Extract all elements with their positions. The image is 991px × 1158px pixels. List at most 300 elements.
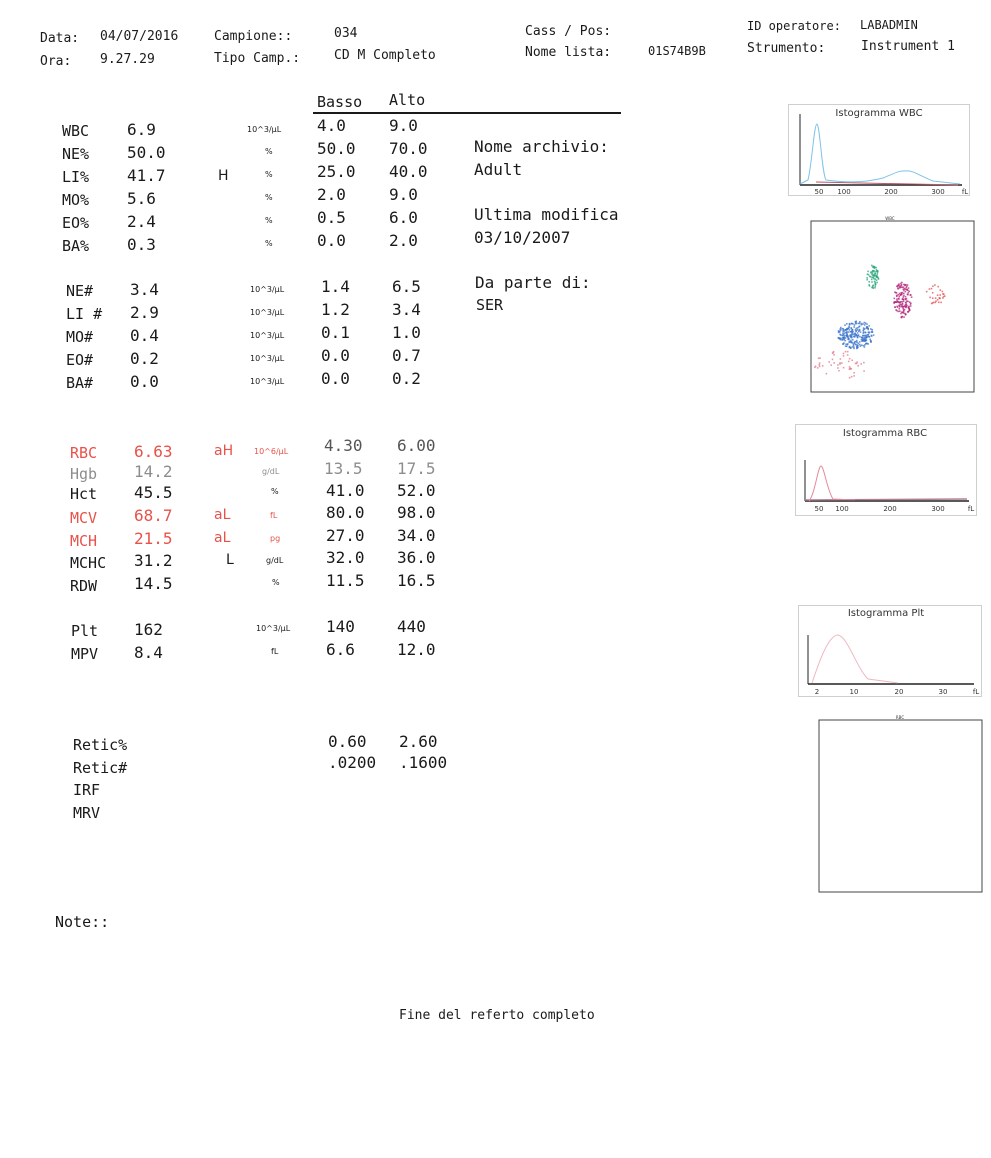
scatter-dot xyxy=(942,291,944,293)
scatter-dot xyxy=(863,327,865,329)
result-unit: g/dL xyxy=(266,556,284,565)
scatter-dot xyxy=(853,346,855,348)
result-unit: 10^3/µL xyxy=(250,354,285,363)
scatter-dot xyxy=(931,288,933,290)
scatter-dot xyxy=(853,348,855,350)
scatter-dot xyxy=(841,362,843,364)
scatter-dot xyxy=(856,361,858,363)
result-low: 140 xyxy=(326,617,355,636)
scatter-dot xyxy=(838,330,840,332)
scatter-dot xyxy=(859,341,861,343)
scatter-dot xyxy=(905,304,907,306)
result-name: RBC xyxy=(70,444,98,462)
tick-label: 10 xyxy=(849,688,859,696)
scatter-dot xyxy=(903,295,905,297)
scatter-dot xyxy=(847,344,849,346)
tick-label: 50 xyxy=(814,505,824,513)
scatter-dot xyxy=(830,364,832,366)
result-high: .1600 xyxy=(399,753,448,772)
scatter-dot xyxy=(851,368,853,370)
result-unit: % xyxy=(265,147,273,156)
scatter-dot xyxy=(853,326,855,328)
scatter-dot xyxy=(897,287,899,289)
scatter-dot xyxy=(845,351,847,353)
scatter-dot xyxy=(903,301,905,303)
scatter-dot xyxy=(819,366,821,368)
scatter-dot xyxy=(942,297,944,299)
operator-value: LABADMIN xyxy=(860,18,918,32)
last-modified-value: 03/10/2007 xyxy=(474,228,571,247)
scatter-dot xyxy=(840,358,842,360)
scatter-dot xyxy=(876,269,878,271)
result-value: 0.2 xyxy=(130,349,159,368)
scatter-dot xyxy=(850,331,852,333)
report-end-text: Fine del referto completo xyxy=(399,1008,595,1023)
scatter-dot xyxy=(867,343,869,345)
tick-label: 100 xyxy=(835,505,849,513)
scatter-dot xyxy=(937,294,939,296)
archive-name-value: Adult xyxy=(474,160,523,179)
scatter-dot xyxy=(853,345,855,347)
scatter-dot xyxy=(935,297,937,299)
scatter-dot xyxy=(896,296,898,298)
scatter-dot xyxy=(819,362,821,364)
scatter-dot xyxy=(878,277,880,279)
scatter-dot xyxy=(903,316,905,318)
modified-by-label: Da parte di: xyxy=(475,273,591,292)
scatter-dot xyxy=(910,305,912,307)
scatter-dot xyxy=(902,312,904,314)
scatter-dot xyxy=(870,340,872,342)
scatter-dot xyxy=(866,277,868,279)
scatter-dot xyxy=(851,327,853,329)
result-high: 9.0 xyxy=(389,185,418,204)
result-low: 2.0 xyxy=(317,185,346,204)
result-value: 2.4 xyxy=(127,212,156,231)
scatter-dot xyxy=(929,288,931,290)
result-low: 0.60 xyxy=(328,732,367,751)
result-low: 11.5 xyxy=(326,571,365,590)
result-name: MCHC xyxy=(70,554,107,572)
result-low: 0.5 xyxy=(317,208,346,227)
tick-label: fL xyxy=(967,505,975,513)
scatter-dot xyxy=(875,285,877,287)
scatter-dot xyxy=(907,284,909,286)
scatter-dot xyxy=(869,339,871,341)
scatter-dot xyxy=(907,311,909,313)
result-unit: pg xyxy=(270,534,281,543)
scatter-dot xyxy=(900,294,902,296)
scatter-dot xyxy=(940,302,942,304)
scatter-dot xyxy=(896,298,898,300)
cass-pos-label: Cass / Pos: xyxy=(525,24,612,39)
tick-label: 30 xyxy=(938,688,948,696)
scatter-dot xyxy=(905,296,907,298)
tick-label: 100 xyxy=(837,188,851,196)
result-unit: 10^3/µL xyxy=(250,331,285,340)
retic-scattergram xyxy=(818,713,984,895)
result-high: 12.0 xyxy=(397,640,436,659)
scatter-dot xyxy=(847,354,849,356)
scatter-dot xyxy=(856,346,858,348)
scatter-dot xyxy=(857,344,859,346)
scatter-dot xyxy=(855,344,857,346)
scatter-dot xyxy=(864,332,866,334)
scatter-dot xyxy=(874,275,876,277)
scatter-dot xyxy=(907,290,909,292)
scatter-dot xyxy=(859,344,861,346)
retic-scatter-title: RBC xyxy=(895,715,905,720)
scatter-dot xyxy=(874,282,876,284)
scatter-dot xyxy=(894,291,896,293)
scatter-dot xyxy=(864,337,866,339)
scatter-dot xyxy=(899,308,901,310)
scatter-dot xyxy=(846,331,848,333)
scatter-dot xyxy=(848,335,850,337)
wbc-histogram-title: Istogramma WBC xyxy=(835,108,923,119)
scatter-dot xyxy=(934,284,936,286)
scatter-dot xyxy=(874,287,876,289)
tick-label: 200 xyxy=(884,188,898,196)
scatter-dot xyxy=(822,365,824,367)
result-high: 2.0 xyxy=(389,231,418,250)
scatter-dot xyxy=(839,334,841,336)
scatter-dot xyxy=(898,298,900,300)
result-value: 41.7 xyxy=(127,166,166,185)
scatter-dot xyxy=(856,330,858,332)
result-unit: % xyxy=(265,239,273,248)
scatter-dot xyxy=(871,281,873,283)
result-value: 3.4 xyxy=(130,280,159,299)
scatter-dot xyxy=(906,300,908,302)
result-low: 0.0 xyxy=(317,231,346,250)
scatter-dot xyxy=(852,339,854,341)
modified-by-value: SER xyxy=(476,296,504,314)
result-name: LI% xyxy=(62,168,90,186)
scatter-dot xyxy=(858,330,860,332)
scatter-dot xyxy=(932,285,934,287)
scatter-dot xyxy=(929,297,931,299)
scatter-dot xyxy=(939,294,941,296)
result-low: 4.30 xyxy=(324,436,363,455)
scatter-dot xyxy=(897,285,899,287)
rbc-histogram xyxy=(795,424,977,516)
scatter-dot xyxy=(854,324,856,326)
scatter-dot xyxy=(839,337,841,339)
scatter-dot xyxy=(856,334,858,336)
result-high: 3.4 xyxy=(392,300,421,319)
scatter-dot xyxy=(873,334,875,336)
scatter-dot xyxy=(863,331,865,333)
scatter-dot xyxy=(851,337,853,339)
scatter-dot xyxy=(860,331,862,333)
result-flag: L xyxy=(226,552,234,568)
result-name: MCH xyxy=(70,532,98,550)
result-name: NE# xyxy=(66,282,94,300)
scatter-dot xyxy=(859,329,861,331)
result-high: 0.2 xyxy=(392,369,421,388)
result-low: 0.1 xyxy=(321,323,350,342)
scatter-dot xyxy=(932,292,934,294)
scatter-dot xyxy=(849,323,851,325)
result-high: 9.0 xyxy=(389,116,418,135)
result-high: 2.60 xyxy=(399,732,438,751)
scatter-dot xyxy=(856,348,858,350)
scatter-dot xyxy=(840,329,842,331)
scatter-dot xyxy=(850,340,852,342)
result-unit: % xyxy=(265,170,273,179)
result-low: 6.6 xyxy=(326,640,355,659)
scatter-dot xyxy=(848,361,850,363)
scatter-dot xyxy=(849,358,851,360)
result-name: RDW xyxy=(70,577,98,595)
scatter-dot xyxy=(851,360,853,362)
scatter-dot xyxy=(842,334,844,336)
scatter-dot xyxy=(905,287,907,289)
scatter-dot xyxy=(935,301,937,303)
result-flag: H xyxy=(218,168,229,184)
result-low: 25.0 xyxy=(317,162,356,181)
scatter-dot xyxy=(845,345,847,347)
scatter-dot xyxy=(873,278,875,280)
archive-name-label: Nome archivio: xyxy=(474,137,609,156)
scatter-dot xyxy=(876,273,878,275)
result-high: 17.5 xyxy=(397,459,436,478)
result-name: Hgb xyxy=(70,465,98,483)
scatter-dot xyxy=(899,310,901,312)
result-unit: fL xyxy=(271,647,279,656)
scatter-dot xyxy=(902,316,904,318)
scatter-dot xyxy=(902,303,904,305)
scatter-dot xyxy=(869,331,871,333)
wbc-scattergram xyxy=(810,214,976,394)
result-name: EO# xyxy=(66,351,94,369)
result-high: 0.7 xyxy=(392,346,421,365)
scatter-dot xyxy=(908,287,910,289)
scatter-dot xyxy=(861,337,863,339)
scatter-dot xyxy=(944,295,946,297)
result-name: Retic# xyxy=(73,759,128,777)
result-low: 1.4 xyxy=(321,277,350,296)
scatter-dot xyxy=(833,362,835,364)
scatter-dot xyxy=(849,368,851,370)
tick-label: 50 xyxy=(814,188,824,196)
scatter-dot xyxy=(851,333,853,335)
scatter-dot xyxy=(859,336,861,338)
scatter-dot xyxy=(909,301,911,303)
date-value: 04/07/2016 xyxy=(100,29,179,44)
scatter-dot xyxy=(860,345,862,347)
scatter-dot xyxy=(838,332,840,334)
scatter-dot xyxy=(938,302,940,304)
scatter-dot xyxy=(871,279,873,281)
scatter-dot xyxy=(901,301,903,303)
operator-label: ID operatore: xyxy=(747,19,841,33)
scatter-dot xyxy=(863,329,865,331)
scatter-dot xyxy=(899,296,901,298)
result-high: 1.0 xyxy=(392,323,421,342)
scatter-dot xyxy=(868,336,870,338)
tick-label: 300 xyxy=(931,188,945,196)
result-unit: g/dL xyxy=(262,467,280,476)
result-low: 1.2 xyxy=(321,300,350,319)
result-low: 80.0 xyxy=(326,503,365,522)
result-flag: aH xyxy=(214,443,234,459)
scatter-dot xyxy=(852,332,854,334)
scatter-dot xyxy=(855,321,857,323)
scatter-dot xyxy=(863,362,865,364)
scatter-dot xyxy=(903,299,905,301)
scatter-dot xyxy=(873,270,875,272)
scatter-dot xyxy=(843,355,845,357)
result-name: MPV xyxy=(71,645,99,663)
scatter-dot xyxy=(866,323,868,325)
scatter-dot xyxy=(837,367,839,369)
result-value: 0.3 xyxy=(127,235,156,254)
result-low: 41.0 xyxy=(326,481,365,500)
scatter-dot xyxy=(843,338,845,340)
result-name: MO% xyxy=(62,191,90,209)
scatter-dot xyxy=(852,333,854,335)
result-high: 52.0 xyxy=(397,481,436,500)
scatter-dot xyxy=(903,293,905,295)
scatter-dot xyxy=(866,339,868,341)
scatter-dot xyxy=(854,332,856,334)
scatter-dot xyxy=(867,328,869,330)
scatter-dot xyxy=(862,340,864,342)
scatter-dot xyxy=(858,323,860,325)
scatter-dot xyxy=(863,345,865,347)
scatter-dot xyxy=(864,322,866,324)
scatter-dot xyxy=(872,272,874,274)
scatter-dot xyxy=(900,313,902,315)
scatter-dot xyxy=(870,276,872,278)
scatter-dot xyxy=(855,363,857,365)
result-value: 21.5 xyxy=(134,529,173,548)
sample-label: Campione:: xyxy=(214,29,293,44)
scatter-dot xyxy=(857,332,859,334)
scatter-dot xyxy=(853,342,855,344)
scatter-dot xyxy=(894,298,896,300)
scatter-dot xyxy=(832,352,834,354)
scatter-dot xyxy=(940,289,942,291)
result-unit: 10^6/µL xyxy=(254,447,289,456)
scatter-dot xyxy=(905,291,907,293)
scatter-dot xyxy=(863,370,865,372)
tick-label: 20 xyxy=(894,688,904,696)
scatter-dot xyxy=(908,307,910,309)
result-value: 2.9 xyxy=(130,303,159,322)
result-value: 31.2 xyxy=(134,551,173,570)
scatter-dot xyxy=(902,296,904,298)
tick-label: fL xyxy=(972,688,980,696)
result-value: 68.7 xyxy=(134,506,173,525)
scatter-dot xyxy=(903,284,905,286)
scatter-dot xyxy=(877,272,879,274)
scatter-dot xyxy=(901,282,903,284)
scatter-dot xyxy=(828,361,830,363)
result-high: 70.0 xyxy=(389,139,428,158)
result-high: 40.0 xyxy=(389,162,428,181)
scatter-dot xyxy=(833,354,835,356)
scatter-dot xyxy=(872,331,874,333)
result-low: 0.0 xyxy=(321,346,350,365)
result-low: 50.0 xyxy=(317,139,356,158)
result-name: EO% xyxy=(62,214,90,232)
scatter-dot xyxy=(860,363,862,365)
wbc-histogram xyxy=(788,104,970,196)
instrument-value: Instrument 1 xyxy=(861,39,955,54)
scatter-dot xyxy=(903,311,905,313)
scatter-dot xyxy=(856,328,858,330)
notes-label: Note:: xyxy=(55,913,110,931)
result-name: BA# xyxy=(66,374,94,392)
scatter-dot xyxy=(851,341,853,343)
scatter-dot xyxy=(847,327,849,329)
scatter-dot xyxy=(876,275,878,277)
scatter-dot xyxy=(817,367,819,369)
result-value: 162 xyxy=(134,620,163,639)
result-high: 98.0 xyxy=(397,503,436,522)
result-unit: 10^3/µL xyxy=(247,125,282,134)
result-low: 27.0 xyxy=(326,526,365,545)
scatter-dot xyxy=(898,301,900,303)
result-value: 50.0 xyxy=(127,143,166,162)
result-value: 6.63 xyxy=(134,442,173,461)
result-high: 34.0 xyxy=(397,526,436,545)
result-value: 0.4 xyxy=(130,326,159,345)
result-unit: % xyxy=(265,193,273,202)
scatter-dot xyxy=(826,373,828,375)
scatter-dot xyxy=(839,362,841,364)
result-name: IRF xyxy=(73,781,101,799)
scatter-dot xyxy=(875,267,877,269)
list-name-label: Nome lista: xyxy=(525,45,612,60)
scatter-dot xyxy=(852,346,854,348)
scatter-dot xyxy=(902,306,904,308)
scatter-dot xyxy=(849,366,851,368)
result-value: 14.5 xyxy=(134,574,173,593)
scatter-dot xyxy=(871,329,873,331)
scatter-dot xyxy=(898,283,900,285)
scatter-dot xyxy=(905,313,907,315)
result-name: LI # xyxy=(66,305,103,323)
scatter-dot xyxy=(899,285,901,287)
result-unit: 10^3/µL xyxy=(250,285,285,294)
scatter-dot xyxy=(899,306,901,308)
scatter-dot xyxy=(899,293,901,295)
result-unit: 10^3/µL xyxy=(250,308,285,317)
time-value: 9.27.29 xyxy=(100,52,155,67)
scatter-dot xyxy=(846,323,848,325)
scatter-dot xyxy=(937,286,939,288)
result-high: 440 xyxy=(397,617,426,636)
scatter-dot xyxy=(868,325,870,327)
result-value: 45.5 xyxy=(134,483,173,502)
result-flag: aL xyxy=(214,530,231,546)
scatter-dot xyxy=(873,266,875,268)
scatter-dot xyxy=(874,272,876,274)
high-range-header: Alto xyxy=(389,91,426,109)
result-unit: % xyxy=(272,578,280,587)
scatter-dot xyxy=(865,337,867,339)
scatter-dot xyxy=(896,310,898,312)
result-low: .0200 xyxy=(328,753,377,772)
scatter-dot xyxy=(844,324,846,326)
scatter-dot xyxy=(908,292,910,294)
scatter-dot xyxy=(932,297,934,299)
scatter-dot xyxy=(866,279,868,281)
